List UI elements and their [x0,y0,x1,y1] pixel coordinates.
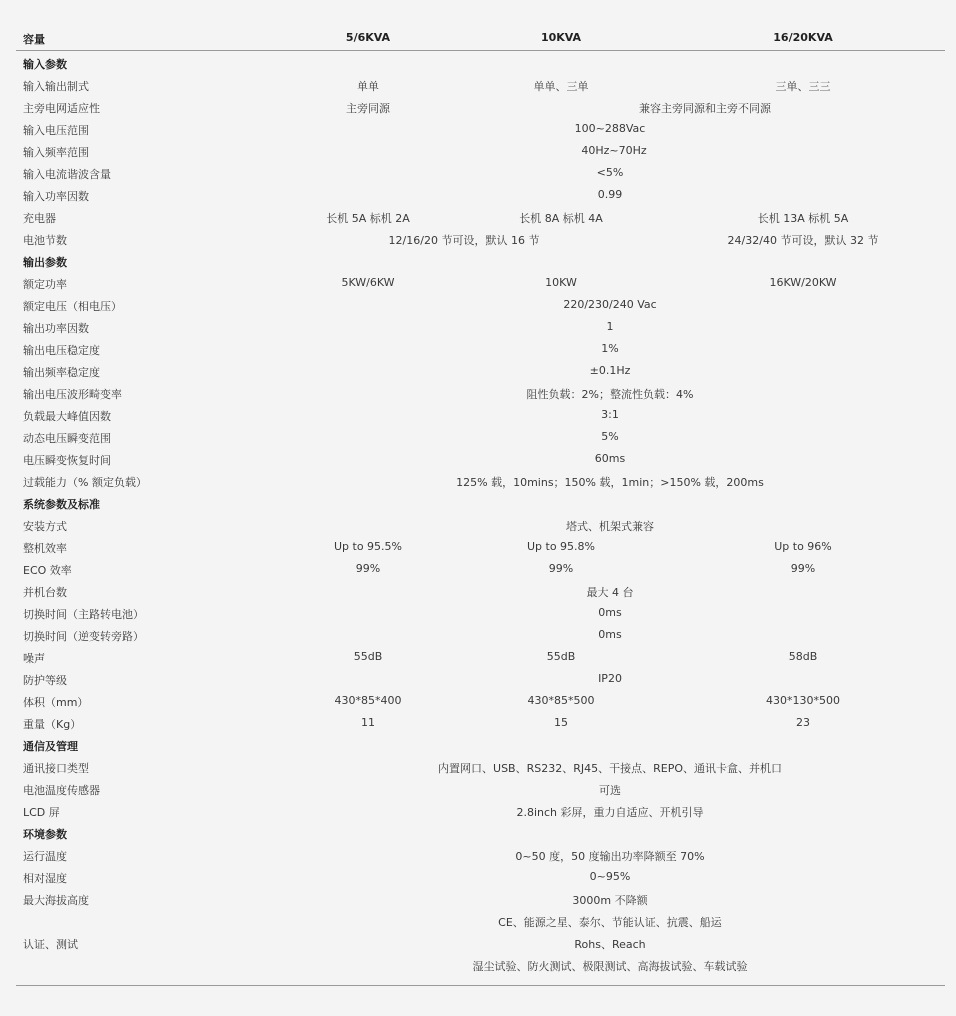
row-label: 输入电压范围 [23,124,89,137]
row-label: 输出电压稳定度 [23,344,100,357]
table-row [0,228,956,250]
row-label: 电池温度传感器 [23,784,100,797]
cell-16-20kva: 58dB [788,650,818,663]
row-label: 电池节数 [23,234,67,247]
table-row [0,140,956,162]
cell-5-6kva: Up to 95.5% [333,540,403,553]
cell-16-20kva: 长机 13A 标机 5A [757,212,849,225]
table-row [0,712,956,734]
section-title: 输出参数 [23,256,67,269]
row-label: 相对湿度 [23,872,67,885]
table-row [0,448,956,470]
row-label: 动态电压瞬变范围 [23,432,111,445]
table-row [0,272,956,294]
row-label: 重量（Kg） [23,718,82,731]
table-row [0,602,956,624]
cell-5-6kva: 长机 5A 标机 2A [326,212,410,225]
section-title: 环境参数 [23,828,67,841]
cell-all: 40Hz~70Hz [581,144,647,157]
row-label: 并机台数 [23,586,67,599]
table-row [0,558,956,580]
section-input [0,52,956,74]
table-row [0,844,956,866]
table-row [0,206,956,228]
cell-all: 2.8inch 彩屏，重力自适应、开机引导 [516,806,704,819]
cell-all: 220/230/240 Vac [563,298,657,311]
cell-10kva: 10KW [545,276,577,289]
row-label: 防护等级 [23,674,67,687]
section-title: 输入参数 [23,58,67,71]
cell-10kva: 99% [548,562,574,575]
table-row [0,866,956,888]
cell-10kva: Up to 95.8% [526,540,596,553]
cell-16-20kva: 430*130*500 [766,694,840,707]
cell-5-6kva: 430*85*400 [334,694,402,707]
table-row [0,580,956,602]
table-row [0,778,956,800]
cell-all: 塔式、机架式兼容 [566,520,654,533]
row-label: 安装方式 [23,520,67,533]
header-col-16-20kva: 16/20KVA [773,31,833,44]
row-label: 输入电流谐波含量 [23,168,111,181]
cell-all: 0~95% [589,870,631,883]
header-col-10kva: 10KVA [540,31,582,44]
table-row [0,96,956,118]
table-row [0,404,956,426]
cell-5-6kva: 99% [355,562,381,575]
cell-all: 1 [606,320,614,333]
row-label: LCD 屏 [23,806,60,819]
row-label: 输入频率范围 [23,146,89,159]
table-row [0,646,956,668]
row-label: 体积（mm） [23,696,89,709]
row-label: 输出电压波形畸变率 [23,388,122,401]
table-row [0,184,956,206]
row-label: 输出频率稳定度 [23,366,100,379]
row-label: 主旁电网适应性 [23,102,100,115]
row-label: 切换时间（主路转电池） [23,608,144,621]
table-row [0,756,956,778]
table-row [0,514,956,536]
table-header [0,27,956,49]
table-row [0,668,956,690]
cell-16-20kva: 16KW/20KW [769,276,837,289]
cell-5-6kva: 11 [361,716,375,729]
table-row [0,426,956,448]
table-row [0,910,956,932]
cell-10kva: 55dB [546,650,576,663]
table-row [0,294,956,316]
row-label: 输入输出制式 [23,80,89,93]
row-label: 整机效率 [23,542,67,555]
cell-16-20kva: 99% [790,562,816,575]
cell-10kva: 430*85*500 [527,694,595,707]
row-label: 负载最大峰值因数 [23,410,111,423]
row-label: 过载能力（% 额定负载） [23,476,147,489]
cell-all: IP20 [598,672,622,685]
cell-all: 内置网口、USB、RS232、RJ45、干接点、REPO、通讯卡盒、并机口 [438,762,782,775]
row-label: ECO 效率 [23,564,72,577]
row-label: 额定功率 [23,278,67,291]
table-row [0,470,956,492]
row-label: 认证、测试 [23,938,78,951]
cert-line-2: Rohs、Reach [574,938,646,951]
header-divider [16,50,945,51]
cell-all: 0ms [598,606,622,619]
cell-all: 阻性负载：2%；整流性负载：4% [526,388,694,401]
cell-all: 0ms [598,628,622,641]
table-row [0,888,956,910]
section-comm [0,734,956,756]
cell-all: ±0.1Hz [589,364,631,377]
cell-all: 1% [601,342,619,355]
row-label: 切换时间（逆变转旁路） [23,630,144,643]
cell-all: 0~50 度，50 度输出功率降额至 70% [515,850,705,863]
cell-10-20kva: 兼容主旁同源和主旁不同源 [639,102,771,115]
row-label: 运行温度 [23,850,67,863]
footer-divider [16,985,945,986]
cell-all: 125% 载，10mins；150% 载，1min；>150% 载，200ms [456,476,764,489]
cell-5-6kva: 55dB [353,650,383,663]
cell-all: 最大 4 台 [586,586,634,599]
table-row [0,954,956,976]
cell-16-20kva: 24/32/40 节可设，默认 32 节 [727,234,879,247]
section-title: 通信及管理 [23,740,78,753]
row-label: 输入功率因数 [23,190,89,203]
cell-all: 5% [601,430,619,443]
table-row [0,118,956,140]
table-row [0,338,956,360]
table-row [0,316,956,338]
table-row [0,360,956,382]
cell-all: <5% [596,166,624,179]
section-system [0,492,956,514]
cell-5-6kva: 单单 [357,80,379,93]
cell-all: 100~288Vac [574,122,646,135]
section-env [0,822,956,844]
cell-all: 3000m 不降额 [572,894,648,907]
cert-line-1: CE、能源之星、泰尔、节能认证、抗震、船运 [498,916,722,929]
table-row [0,536,956,558]
header-capacity: 容量 [23,33,45,46]
table-row [0,932,956,954]
cell-10kva: 长机 8A 标机 4A [519,212,603,225]
section-output [0,250,956,272]
cert-line-3: 湿尘试验、防火测试、极限测试、高海拔试验、车载试验 [472,960,748,973]
cell-all: 3:1 [601,408,619,421]
cell-all: 0.99 [597,188,623,201]
cell-all: 60ms [594,452,626,465]
cell-16-20kva: Up to 96% [774,540,832,553]
table-row [0,162,956,184]
row-label: 通讯接口类型 [23,762,89,775]
cell-5-6kva: 主旁同源 [346,102,390,115]
table-row [0,690,956,712]
header-col-5-6kva: 5/6KVA [345,31,391,44]
cell-16-20kva: 23 [796,716,810,729]
row-label: 电压瞬变恢复时间 [23,454,111,467]
cell-10kva: 单单、三单 [533,80,589,93]
row-label: 充电器 [23,212,56,225]
row-label: 最大海拔高度 [23,894,89,907]
row-label: 输出功率因数 [23,322,89,335]
cell-10kva: 15 [554,716,568,729]
row-label: 噪声 [23,652,45,665]
section-title: 系统参数及标准 [23,498,100,511]
table-row [0,74,956,96]
row-label: 额定电压（相电压） [23,300,122,313]
table-row [0,382,956,404]
cell-16-20kva: 三单、三三 [775,80,831,93]
cell-5-10kva: 12/16/20 节可设，默认 16 节 [388,234,540,247]
cell-all: 可选 [599,784,621,797]
cell-5-6kva: 5KW/6KW [341,276,395,289]
table-row [0,800,956,822]
table-row [0,624,956,646]
